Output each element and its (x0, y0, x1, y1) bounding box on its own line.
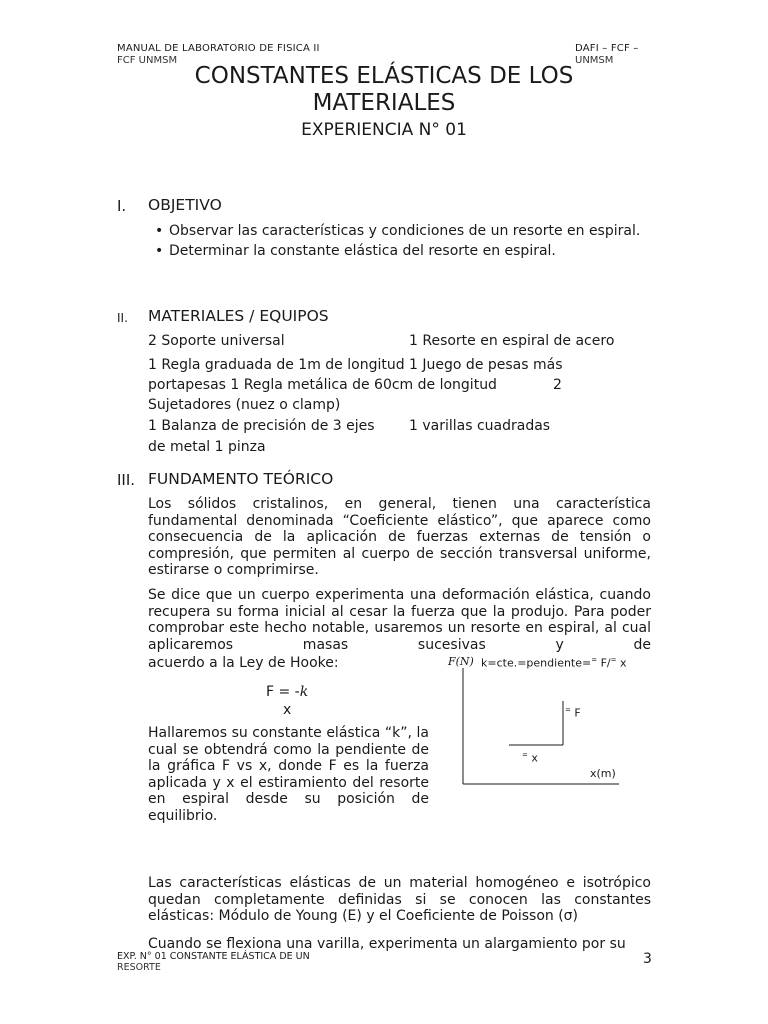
objetivo-item-1: • Observar las características y condiciones de un resorte en espiral. (169, 223, 640, 239)
hooke-formula-x: x (283, 702, 292, 718)
graph-slope-delta-2: = (610, 656, 617, 664)
materiales-row1-left: 2 Soporte universal (148, 333, 285, 349)
header-right: DAFI – FCF – (575, 43, 639, 54)
materiales-line5-right: 1 varillas cuadradas (409, 418, 551, 434)
page-title-line1: CONSTANTES ELÁSTICAS DE LOS (194, 63, 574, 89)
graph-delta-x-text: x (531, 751, 538, 765)
fundamento-paragraph-4: Las características elásticas de un material homogéneo e isotrópico quedan completamente definidas si se conocen las constantes elásticas: Módulo de Young (E) y el Coeficiente de Poisson (σ) (148, 875, 651, 924)
section-fundamento-title: FUNDAMENTO TEÓRICO (148, 470, 334, 488)
fundamento-paragraph-2: Se dice que un cuerpo experimenta una deformación elástica, cuando recupera su forma inicial al cesar la fuerza que la produjo. Para poder comprobar este hecho notable, usaremos un resorte en espiral, al cual aplicaremos masas sucesivas y de (148, 587, 651, 653)
header-left-cut: FCF UNMSM (117, 55, 178, 66)
fundamento-paragraph-3: Hallaremos su constante elástica “k”, la cual se obtendrá como la pendiente de la gráfica F vs x, donde F es la fuerza aplicada y x el estiramiento del resorte en espiral desde su posición de equilibrio. (148, 725, 429, 824)
header-left: MANUAL DE LABORATORIO DE FISICA II (117, 43, 320, 54)
materiales-line2: 1 Regla graduada de 1m de longitud 1 Juego de pesas más (148, 357, 563, 373)
graph-x-label: x(m) (590, 767, 616, 780)
materiales-line4: Sujetadores (nuez o clamp) (148, 397, 341, 413)
section-objetivo-number: I. (117, 197, 127, 215)
objetivo-item-2: • Determinar la constante elástica del resorte en espiral. (169, 243, 556, 259)
graph-delta-x-symbol: = (522, 751, 528, 759)
graph-delta-f-label (565, 706, 581, 720)
graph-slope-x: x (620, 656, 627, 670)
graph-delta-x-label (522, 751, 538, 765)
section-materiales-number: II. (117, 311, 128, 325)
section-materiales-title: MATERIALES / EQUIPOS (148, 307, 329, 325)
graph-slope-f: F/ (600, 656, 611, 670)
graph-delta-f-symbol: = (565, 706, 571, 714)
fundamento-paragraph-2-last: acuerdo a la Ley de Hooke: (148, 655, 339, 671)
footer-left-cut: RESORTE (117, 962, 161, 973)
page-title-line2: MATERIALES (312, 90, 456, 116)
fundamento-paragraph-5: Cuando se flexiona una varilla, experimenta un alargamiento por su (148, 936, 626, 952)
page-subtitle: EXPERIENCIA N° 01 (301, 120, 467, 140)
footer-left: EXP. N° 01 CONSTANTE ELÁSTICA DE UN (117, 951, 310, 962)
fundamento-paragraph-1: Los sólidos cristalinos, en general, tienen una característica fundamental denominada “Coeficiente elástico”, que aparece como consecuencia de la aplicación de fuerzas externas de tensión o compresión, que permiten al cuerpo de sección transversal uniforme, estirarse o comprimirse. (148, 496, 651, 578)
materiales-line6: de metal 1 pinza (148, 439, 266, 455)
materiales-line3-right: 2 (553, 377, 562, 393)
section-fundamento-number: III. (117, 471, 136, 489)
header-right-cut: UNMSM (575, 55, 614, 66)
hooke-formula (266, 684, 308, 700)
page-number: 3 (643, 951, 652, 967)
graph-slope-delta-1: = (591, 656, 598, 664)
graph-slope-text: k=cte.=pendiente= (481, 656, 592, 670)
graph-y-label: F(N) (448, 655, 474, 668)
materiales-line3: portapesas 1 Regla metálica de 60cm de longitud (148, 377, 497, 393)
hooke-formula-k: k (299, 684, 309, 700)
graph-delta-f-text: F (574, 706, 581, 720)
hooke-formula-top: F = - (266, 684, 300, 700)
materiales-line5-left: 1 Balanza de precisión de 3 ejes (148, 418, 375, 434)
section-objetivo-title: OBJETIVO (148, 196, 222, 214)
materiales-row1-right: 1 Resorte en espiral de acero (409, 333, 615, 349)
